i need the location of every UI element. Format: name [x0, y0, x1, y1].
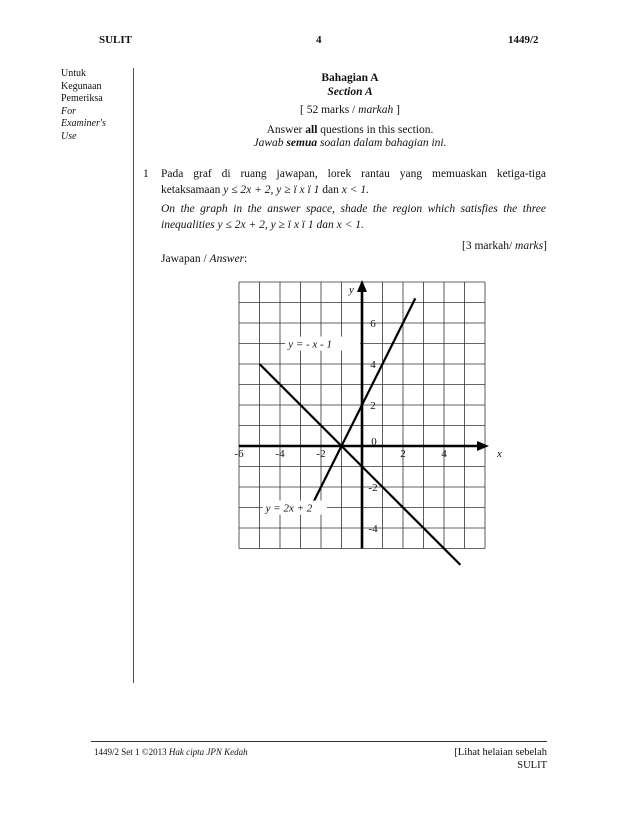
- y-tick-label: -2: [368, 482, 378, 494]
- footer-sulit: SULIT: [517, 760, 547, 771]
- answer-graph[interactable]: [229, 278, 502, 556]
- x-axis-arrow-icon: [477, 441, 489, 451]
- header-sulit: SULIT: [99, 34, 133, 46]
- y-tick-label: 4: [370, 359, 376, 371]
- footer-next-page: [Lihat helaian sebelah: [454, 747, 547, 758]
- instruction-en: Answer all questions in this section.: [266, 124, 434, 136]
- margin-divider: [133, 68, 134, 683]
- x-tick-label: -6: [234, 448, 244, 460]
- page-number: 4: [316, 34, 322, 46]
- instruction-bm: Jawab semua soalan dalam bahagian ini.: [253, 137, 447, 149]
- line-label-2: y = 2x + 2: [265, 502, 313, 515]
- x-axis-label: x: [497, 448, 502, 460]
- question-number: 1: [143, 168, 149, 180]
- section-title-bm: Bahagian A: [321, 72, 379, 84]
- footer-copyright: 1449/2 Set 1 ©2013 Hak cipta JPN Kedah: [94, 747, 248, 757]
- question-en-line2: inequalities y ≤ 2x + 2, y ≥ ï x ï 1 dan x < 1.: [161, 219, 364, 231]
- origin-label: 0: [371, 436, 377, 448]
- y-tick-label: 6: [370, 318, 376, 330]
- examiner-margin-note: Untuk Kegunaan Pemeriksa For Examiner's Use: [61, 68, 106, 142]
- question-bm-line2: ketaksamaan y ≤ 2x + 2, y ≥ ï x ï 1 dan x < 1.: [161, 184, 369, 196]
- x-tick-label: -2: [316, 448, 326, 460]
- line-label-1: y = - x - 1: [288, 338, 332, 351]
- x-tick-label: 2: [400, 448, 406, 460]
- section-marks: [ 52 marks / markah ]: [300, 104, 400, 116]
- y-axis-label: y: [349, 284, 354, 296]
- question-bm-line1: Pada graf di ruang jawapan, lorek rantau yang memuaskan ketiga-tiga: [161, 168, 546, 180]
- graph-line-1: [260, 364, 461, 565]
- x-tick-label: 4: [441, 448, 447, 460]
- paper-code: 1449/2: [508, 34, 539, 46]
- answer-label: Jawapan / Answer:: [161, 253, 248, 265]
- section-title-en: Section A: [327, 86, 373, 98]
- y-tick-label: -4: [368, 523, 378, 535]
- question-marks: [3 markah/ marks]: [462, 240, 547, 252]
- y-tick-label: 2: [370, 400, 376, 412]
- x-tick-label: -4: [275, 448, 285, 460]
- question-en-line1: On the graph in the answer space, shade the region which satisfies the three: [161, 203, 546, 215]
- footer-rule: [91, 741, 547, 742]
